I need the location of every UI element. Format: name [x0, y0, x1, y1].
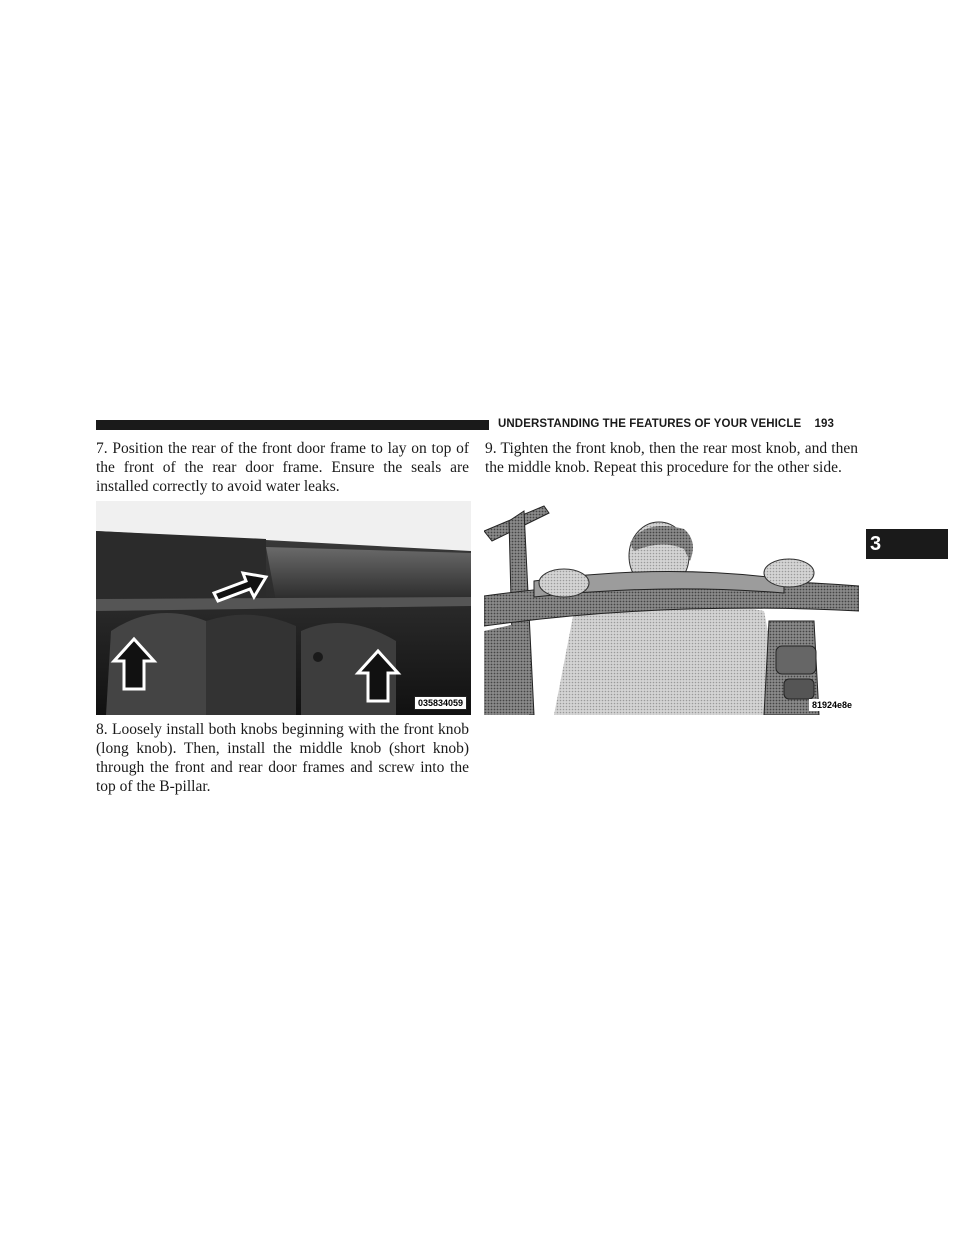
section-title: UNDERSTANDING THE FEATURES OF YOUR VEHICLE [498, 418, 802, 430]
header-rule [96, 420, 489, 430]
knob-tightening-figure [484, 501, 859, 715]
door-frame-figure [96, 501, 471, 715]
figure-code: 035834059 [414, 696, 467, 710]
step-7-text: 7. Position the rear of the front door frame to lay on top of the front of the rear door frame. Ensure the seals are installed correctly to avoid water leaks. [96, 440, 469, 495]
chapter-tab: 3 [866, 529, 948, 559]
running-header [498, 418, 858, 430]
door-frame-illustration [96, 501, 471, 715]
figure-code: 81924e8e [809, 699, 855, 711]
step-9-text: 9. Tighten the front knob, then the rear most knob, and then the middle knob. Repeat this procedure for the other side. [485, 440, 858, 476]
knob-tightening-illustration [484, 501, 859, 715]
page-number: 193 [814, 418, 835, 430]
step-8-text: 8. Loosely install both knobs beginning with the front knob (long knob). Then, install the middle knob (short knob) through the front and rear door frames and screw into the top of the B-pillar. [96, 721, 469, 795]
